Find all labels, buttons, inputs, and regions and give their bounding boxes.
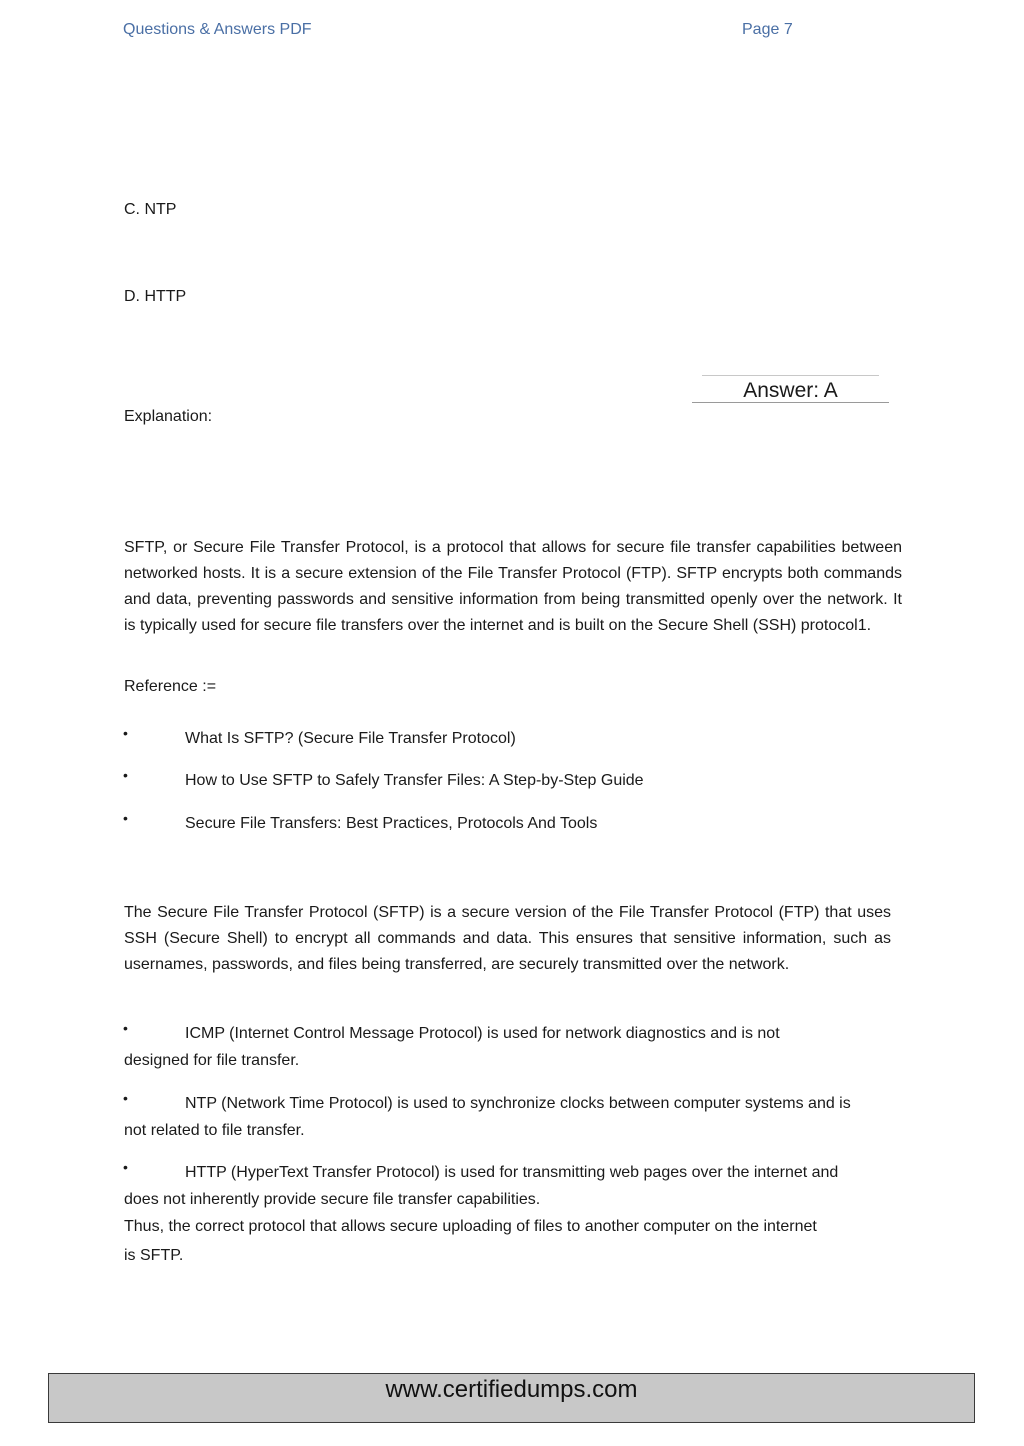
answer-box (692, 375, 889, 403)
bullet-icon: • (123, 725, 128, 741)
bullet-icon: • (123, 1090, 128, 1106)
answer-bottom-rule (692, 402, 889, 403)
explanation-paragraph-2: The Secure File Transfer Protocol (SFTP) is a secure version of the File Transfer Protocol (FTP) that uses SSH (Secure Shell) to encrypt all commands and data. This ensures that sensitive information, such as usernames, passwords, and files being transferred, are securely transmitted over the network. (124, 904, 891, 973)
conclusion-line-2: is SFTP. (124, 1247, 184, 1264)
reference-item-2: How to Use SFTP to Safely Transfer Files: A Step-by-Step Guide (185, 772, 644, 789)
answer-label: Answer: A (743, 379, 838, 402)
reference-label: Reference := (124, 678, 217, 695)
reference-item-1: What Is SFTP? (Secure File Transfer Protocol) (185, 730, 516, 747)
point-2-line-1: NTP (Network Time Protocol) is used to synchronize clocks between computer systems and is (185, 1095, 851, 1112)
footer-url: www.certifiedumps.com (385, 1376, 638, 1403)
footer-bar (48, 1373, 975, 1423)
bullet-icon: • (123, 1020, 128, 1036)
option-c: C. NTP (124, 201, 177, 218)
explanation-label: Explanation: (124, 408, 213, 425)
point-1-line-2: designed for file transfer. (124, 1052, 300, 1069)
bullet-icon: • (123, 1159, 128, 1175)
header-title: Questions & Answers PDF (123, 21, 312, 38)
answer-top-rule (702, 375, 879, 376)
explanation-paragraph-1: SFTP, or Secure File Transfer Protocol, is a protocol that allows for secure file transfer capabilities between networked hosts. It is a secure extension of the File Transfer Protocol (FTP). SFTP encrypts both commands and data, preventing passwords and sensitive information from being transmitted openly over the network. It is typically used for secure file transfers over the internet and is built on the Secure Shell (SSH) protocol1. (124, 539, 902, 634)
point-3-line-2: does not inherently provide secure file transfer capabilities. (124, 1191, 541, 1208)
point-1-line-1: ICMP (Internet Control Message Protocol) is used for network diagnostics and is not (185, 1025, 780, 1042)
option-d: D. HTTP (124, 288, 187, 305)
reference-item-3: Secure File Transfers: Best Practices, Protocols And Tools (185, 815, 598, 832)
bullet-icon: • (123, 767, 128, 783)
conclusion-line-1: Thus, the correct protocol that allows secure uploading of files to another computer on the internet (124, 1218, 817, 1235)
point-2-line-2: not related to file transfer. (124, 1122, 305, 1139)
point-3-line-1: HTTP (HyperText Transfer Protocol) is used for transmitting web pages over the internet and (185, 1164, 839, 1181)
page-number: Page 7 (742, 21, 793, 38)
bullet-icon: • (123, 810, 128, 826)
